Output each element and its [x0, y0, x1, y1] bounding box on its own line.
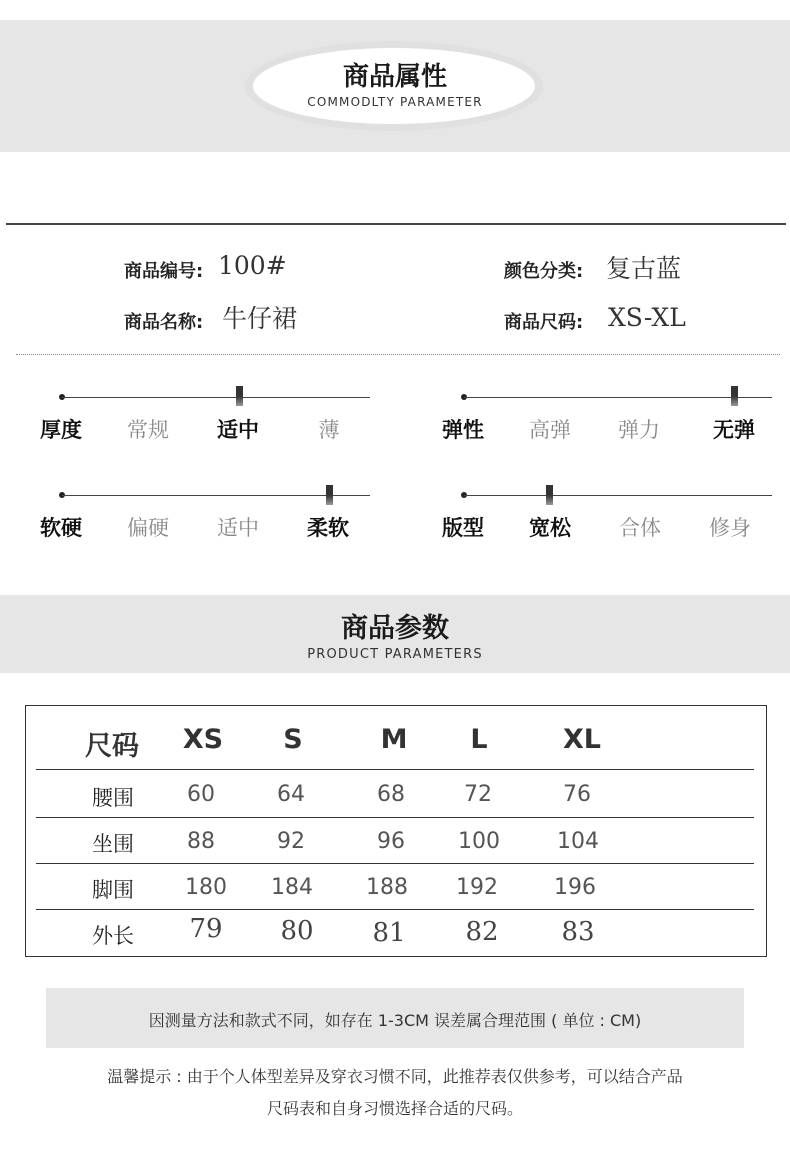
table-cell: 88: [187, 829, 215, 854]
table-cell: 83: [561, 917, 595, 947]
column-header: L: [470, 724, 488, 755]
table-cell: 104: [557, 829, 599, 854]
attribute-option: 适中: [217, 516, 259, 540]
attribute-option: 偏硬: [127, 516, 169, 540]
code-label: 商品编号:: [124, 261, 204, 282]
column-header: XS: [182, 724, 224, 755]
attribute-label: 软硬: [40, 516, 82, 540]
attribute-option: 合体: [619, 516, 661, 540]
tip-line-2: 尺码表和自身习惯选择合适的尺码。: [266, 1099, 523, 1118]
attribute-option: 常规: [127, 418, 169, 442]
column-header: M: [380, 724, 408, 755]
table-cell: 192: [456, 875, 498, 900]
table-cell: 92: [277, 829, 305, 854]
row-label: 脚围: [92, 878, 134, 902]
slider-track: [62, 495, 370, 496]
row-label: 腰围: [92, 786, 134, 810]
attribute-option-selected: 柔软: [307, 516, 349, 540]
column-header: S: [283, 724, 303, 755]
table-cell: 80: [280, 916, 314, 946]
name-value: 牛仔裙: [222, 304, 298, 333]
slider-track: [62, 397, 370, 398]
table-cell: 82: [465, 917, 499, 947]
section-subtitle-parameters: PRODUCT PARAMETERS: [307, 647, 483, 662]
size-value: XS-XL: [608, 303, 686, 332]
attribute-label: 版型: [442, 516, 484, 540]
dotted-divider: [16, 354, 780, 355]
tip-line-1: 温馨提示 : 由于个人体型差异及穿衣习惯不同，此推荐表仅供参考，可以结合产品: [107, 1067, 683, 1086]
attribute-option: 高弹: [529, 418, 571, 442]
attribute-option-selected: 适中: [217, 418, 259, 442]
section-subtitle-attributes: COMMODLTY PARAMETER: [307, 95, 483, 109]
attribute-option: 弹力: [618, 418, 660, 442]
attribute-label: 弹性: [442, 418, 484, 442]
table-cell: 81: [372, 918, 406, 948]
slider-marker: [326, 485, 333, 505]
measurement-note: 因测量方法和款式不同，如存在 1-3CM 误差属合理范围 ( 单位 : CM): [148, 1011, 642, 1030]
table-cell: 100: [458, 829, 500, 854]
slider-marker: [731, 386, 738, 406]
row-label: 坐围: [92, 832, 134, 856]
slider-track: [464, 495, 772, 496]
slider-track: [464, 397, 772, 398]
divider: [6, 223, 786, 225]
section-title-attributes: 商品属性: [342, 62, 447, 92]
table-corner-header: 尺码: [85, 731, 139, 762]
slider-marker: [546, 485, 553, 505]
table-cell: 60: [187, 782, 215, 807]
attribute-option-selected: 无弹: [713, 418, 755, 442]
table-cell: 72: [464, 782, 492, 807]
table-cell: 76: [563, 782, 591, 807]
table-cell: 68: [377, 782, 405, 807]
section-title-parameters: 商品参数: [341, 613, 449, 644]
row-label: 外长: [92, 924, 134, 948]
table-cell: 96: [377, 829, 405, 854]
code-value: 100#: [218, 251, 287, 280]
name-label: 商品名称:: [124, 312, 204, 333]
table-cell: 79: [189, 914, 223, 944]
table-cell: 180: [185, 875, 227, 900]
column-header: XL: [562, 724, 602, 755]
table-cell: 188: [366, 875, 408, 900]
table-cell: 184: [271, 875, 313, 900]
attribute-label: 厚度: [40, 418, 82, 442]
slider-marker: [236, 386, 243, 406]
table-cell: 64: [277, 782, 305, 807]
attribute-option: 薄: [318, 418, 340, 442]
attribute-option: 修身: [709, 516, 751, 540]
size-label: 商品尺码:: [504, 312, 584, 333]
color-value: 复古蓝: [606, 254, 682, 283]
table-cell: 196: [554, 875, 596, 900]
attribute-option-selected: 宽松: [529, 516, 571, 540]
color-label: 颜色分类:: [504, 261, 584, 282]
